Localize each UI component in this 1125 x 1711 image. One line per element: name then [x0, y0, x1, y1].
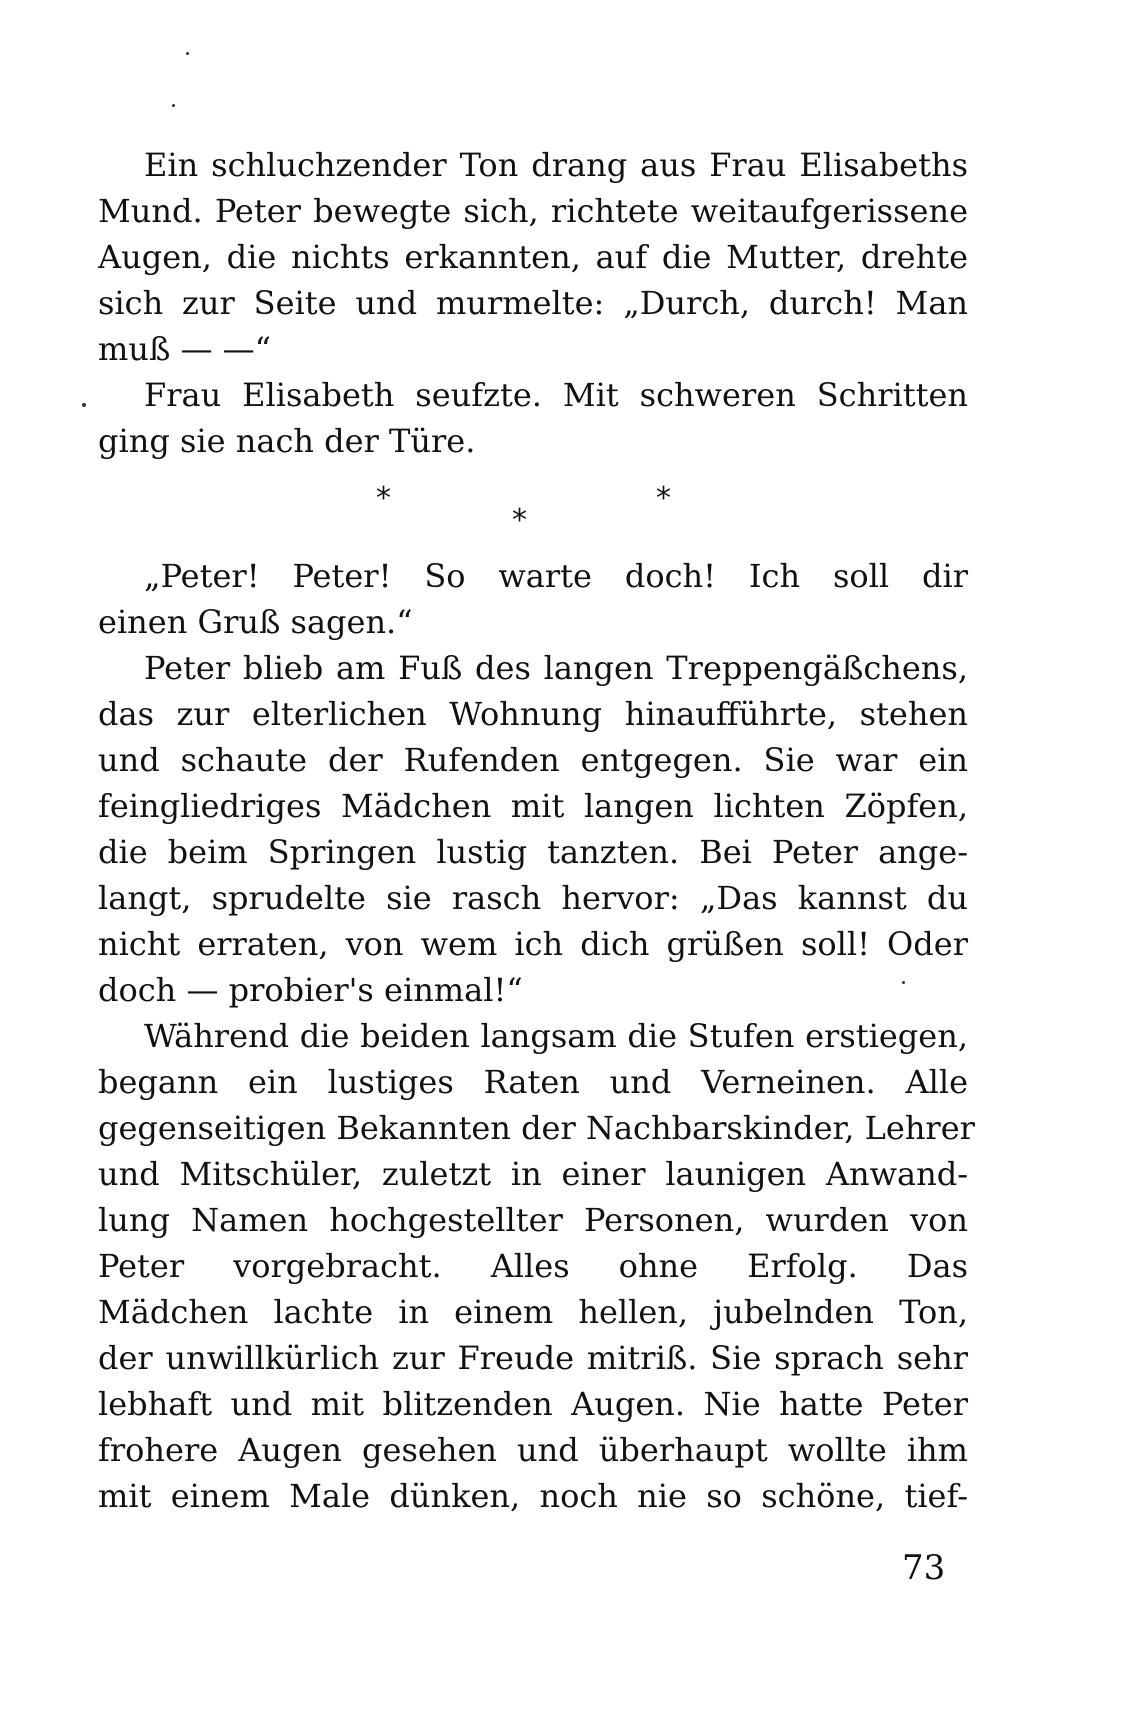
text-block-bottom	[98, 553, 975, 1519]
text-line: und Mitschüler, zuletzt in einer launigen Anwand-	[98, 1155, 968, 1193]
text-line: ging sie nach der Türe.	[98, 422, 476, 460]
asterisk-middle: *	[512, 503, 527, 538]
scan-speck	[902, 981, 905, 984]
section-separator	[0, 480, 1125, 550]
scan-speck	[82, 403, 86, 407]
text-line: mit einem Male dünken, noch nie so schöne, tief-	[98, 1477, 968, 1515]
text-line: die beim Springen lustig tanzten. Bei Peter ange-	[98, 833, 968, 871]
asterisk-left: *	[376, 481, 391, 516]
text-line: doch — probier's einmal!“	[98, 971, 523, 1009]
text-line: Peter vorgebracht. Alles ohne Erfolg. Das	[98, 1247, 968, 1285]
text-block-top	[98, 142, 968, 464]
text-line: lung Namen hochgestellter Personen, wurden von	[98, 1201, 968, 1239]
text-line: Ein schluchzender Ton drang aus Frau Elisabeths	[144, 146, 968, 184]
text-line: Peter blieb am Fuß des langen Treppengäßchens,	[144, 649, 968, 687]
text-line: nicht erraten, von wem ich dich grüßen soll! Oder	[98, 925, 968, 963]
text-line: das zur elterlichen Wohnung hinaufführte, stehen	[98, 695, 968, 733]
text-line: „Peter! Peter! So warte doch! Ich soll dir	[144, 557, 968, 595]
text-line: Während die beiden langsam die Stufen erstiegen,	[144, 1017, 968, 1055]
text-line: Augen, die nichts erkannten, auf die Mutter, drehte	[98, 238, 968, 276]
text-line: muß — —“	[98, 330, 272, 368]
text-line: Mund. Peter bewegte sich, richtete weitaufgerissene	[98, 192, 968, 230]
asterisk-right: *	[656, 481, 671, 516]
text-line: einen Gruß sagen.“	[98, 603, 413, 641]
scan-speck	[172, 104, 175, 107]
text-line: frohere Augen gesehen und überhaupt wollte ihm	[98, 1431, 968, 1469]
text-line: feingliedriges Mädchen mit langen lichten Zöpfen,	[98, 787, 968, 825]
text-line: der unwillkürlich zur Freude mitriß. Sie sprach sehr	[98, 1339, 968, 1377]
scan-speck	[186, 52, 189, 55]
text-line: langt, sprudelte sie rasch hervor: „Das kannst du	[98, 879, 968, 917]
text-line: sich zur Seite und murmelte: „Durch, durch! Man	[98, 284, 968, 322]
text-line: lebhaft und mit blitzenden Augen. Nie hatte Peter	[98, 1385, 968, 1423]
text-line: gegenseitigen Bekannten der Nachbarskinder, Lehrer	[98, 1109, 975, 1147]
text-line: begann ein lustiges Raten und Verneinen. Alle	[98, 1063, 968, 1101]
text-line: Frau Elisabeth seufzte. Mit schweren Schritten	[144, 376, 968, 414]
page-number: 73	[902, 1548, 946, 1588]
text-line: und schaute der Rufenden entgegen. Sie war ein	[98, 741, 968, 779]
text-line: Mädchen lachte in einem hellen, jubelnden Ton,	[98, 1293, 968, 1331]
